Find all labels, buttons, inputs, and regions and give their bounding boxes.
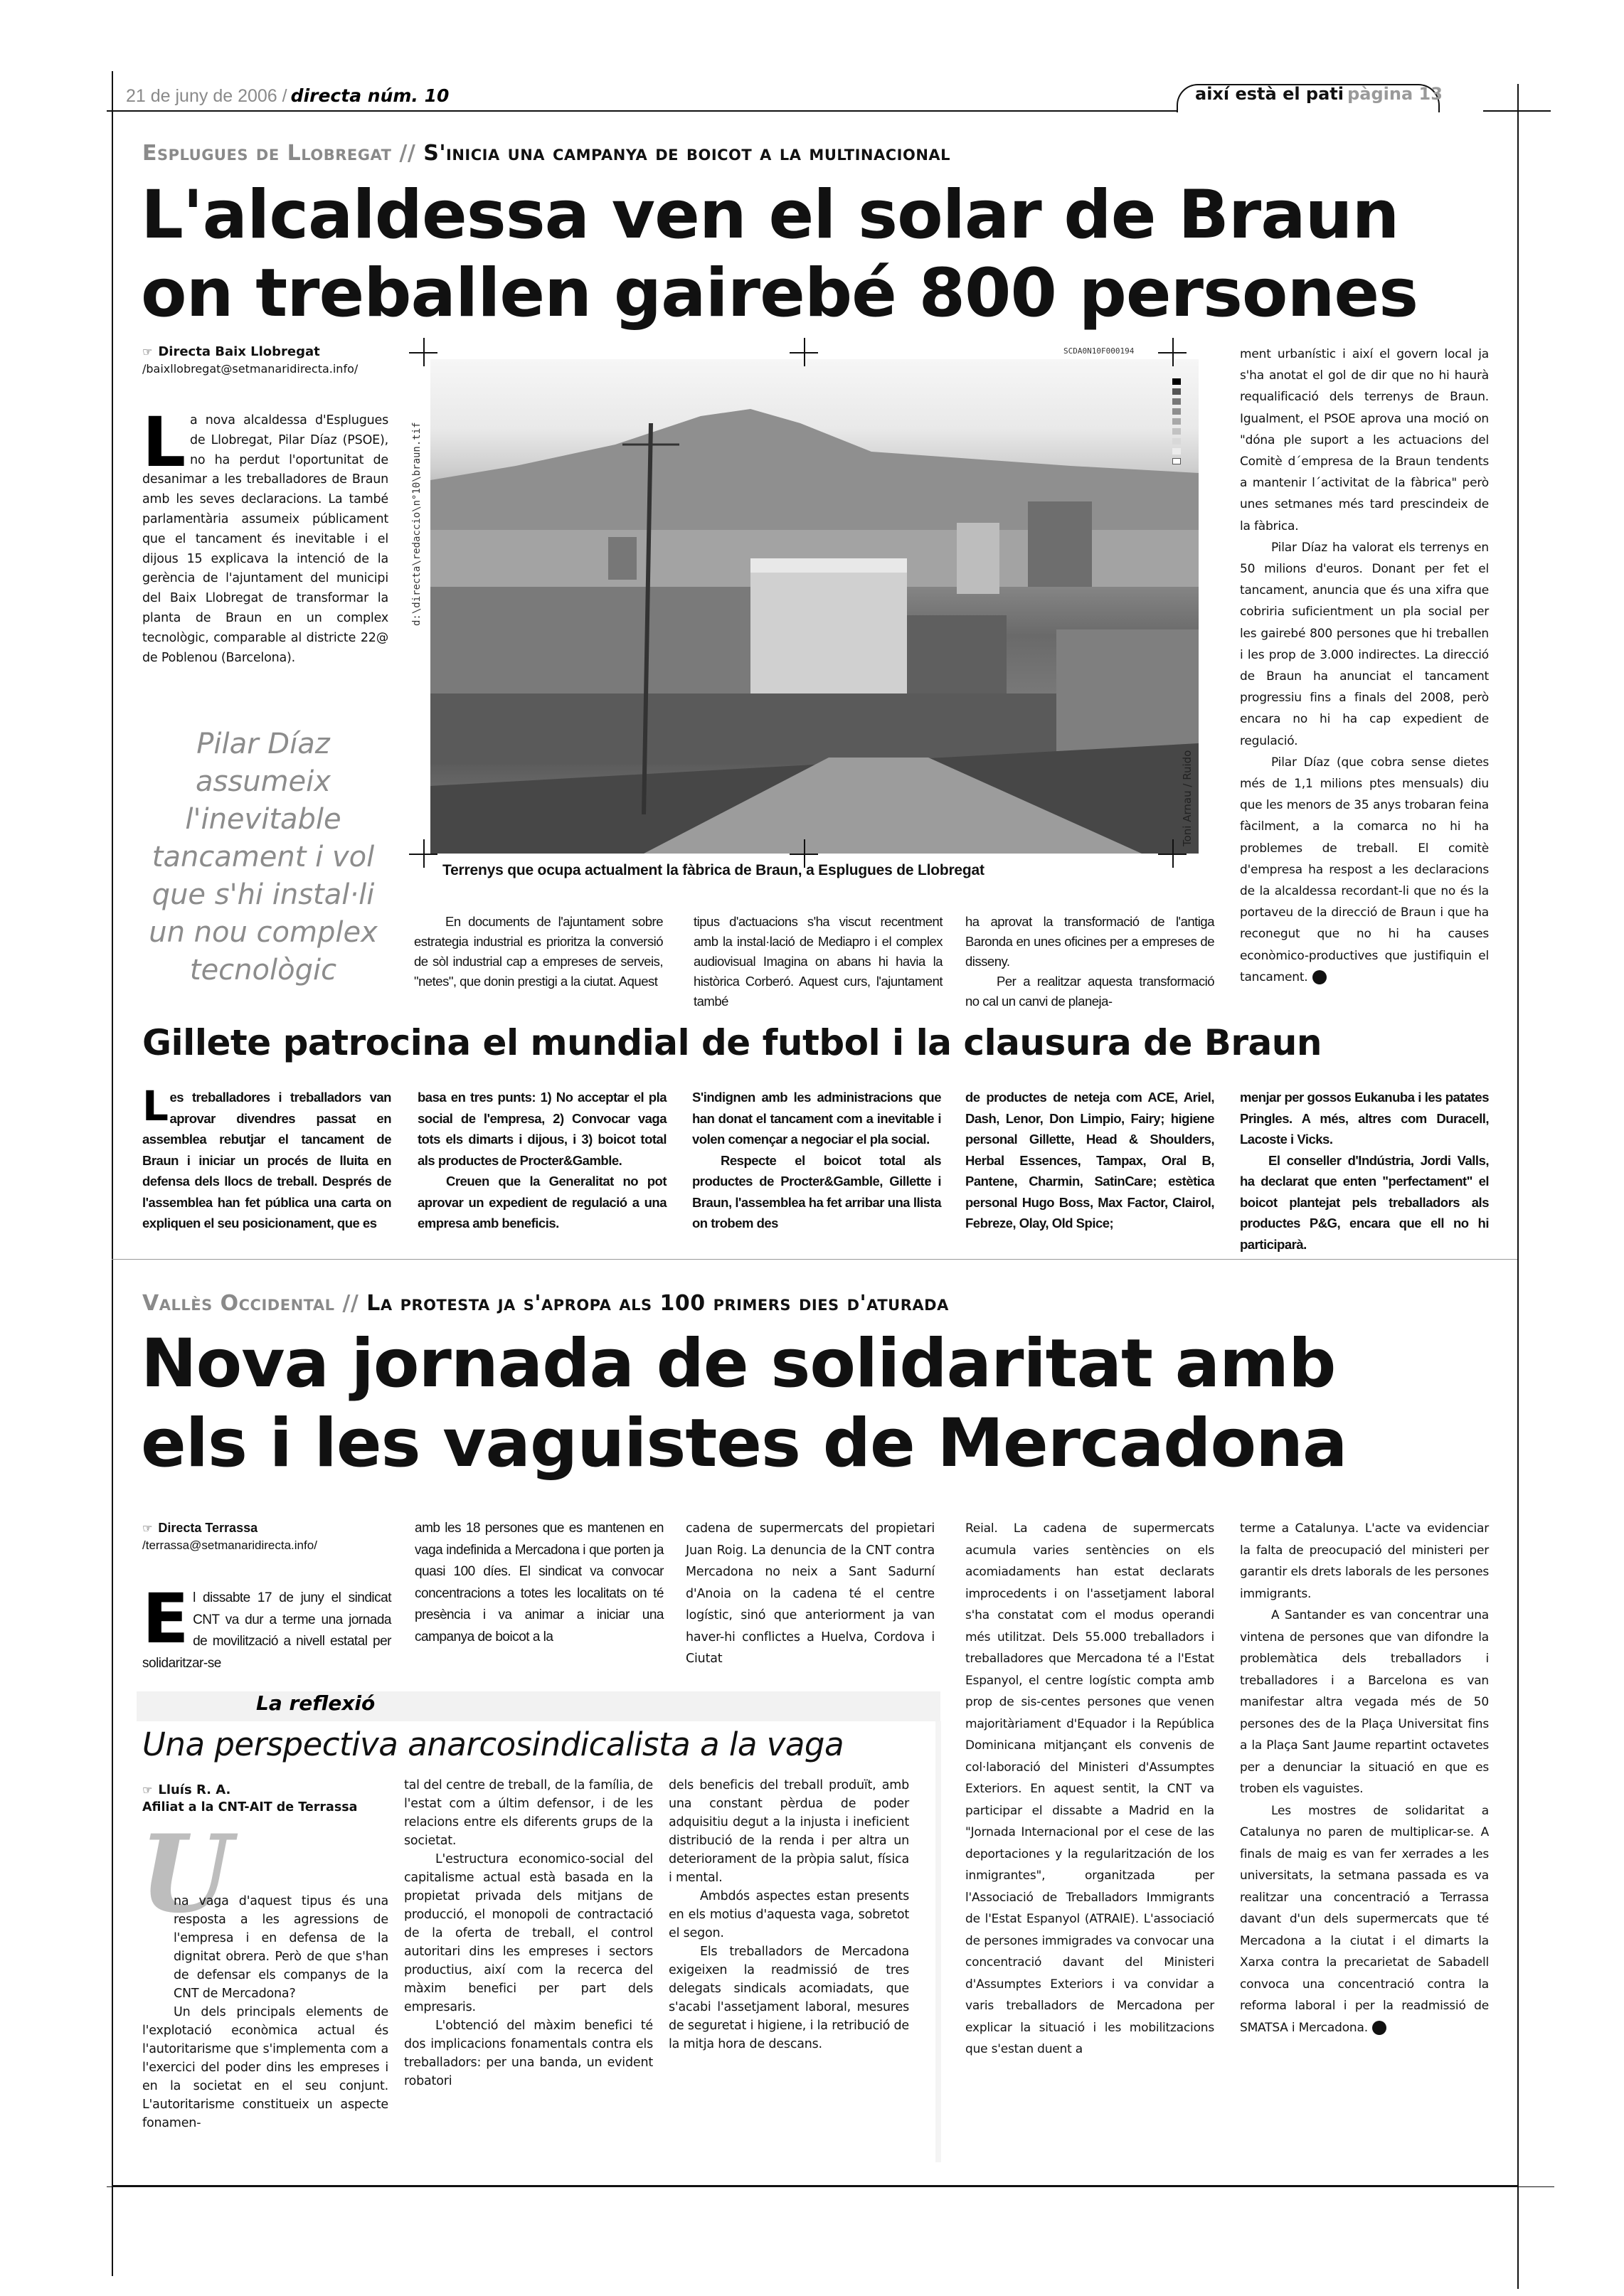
right-margin-rule bbox=[1517, 84, 1519, 2289]
headline-line-1: Nova jornada de solidaritat amb bbox=[141, 1325, 1336, 1403]
opinion-dropcap: U bbox=[139, 1812, 233, 1937]
directa-end-mark-icon: d bbox=[1372, 2021, 1386, 2035]
sidebar-column-4: de productes de neteja com ACE, Ariel, Dash, Lenor, Don Limpio, Fairy; higiene personal Gillette, Head & Shoulders, Herbal Essences, Tampax, Oral B, Pantene, Charmin, SatinCare; estètica personal Hugo Boss, Max Factor, Clairol, Febreze, Olay, Old Spice; bbox=[965, 1090, 1214, 1231]
article1-headline bbox=[141, 176, 1418, 333]
byline-author: Lluís R. A. bbox=[158, 1782, 231, 1797]
photo-code: SCDA0N10F000194 bbox=[1063, 346, 1135, 356]
factory-photo bbox=[430, 359, 1199, 854]
byline-author: Directa Terrassa bbox=[158, 1521, 258, 1535]
opinion-byline bbox=[142, 1782, 391, 1814]
sidebar-column-3: S'indignen amb les administracions que han donat el tancament com a inevitable i volen començar a negociar el pla social. Respecte el boicot total als productes de Procter&Gamble, Gillette i Braun, l'assemblea ha fet arribar una llista on trobem des bbox=[692, 1090, 941, 1231]
article2-column-4: Reial. La cadena de supermercats acumula varies sentències on els acomiadaments han estat declarats improcedents i on l'assetjament laboral s'ha constatat com el modus operandi més utilitzat. Dels 55.000 treballadors i treballadores que Mercadona té a l'Estat Espanyol, el centre logístic compta amb prop de sis-centes persones que venen majoritàriament d'Equador i la República Dominicana mitjançant els convenis de col·laboració del Ministeri d'Assumptes Exteriors. En aquest sentit, la CNT va participar el dissabte a Madrid en la "Jornada Internacional por el cese de las deportaciones y la regularitzación de los inmigrantes", organitzada per l'Associació de Treballadors Immigrants de l'Estat Espanyol (ATRAIE). L'associació de persones immigrades va convocar una concentració davant del Ministeri d'Assumptes Exteriors i va convidar a varis treballadors de Mercadona per explicar la situació i les mobilitzacions que s'estan duent a bbox=[965, 1521, 1214, 2056]
opinion-label: La reflexió bbox=[256, 1691, 376, 1715]
article2-column-2: amb les 18 persones que es mantenen en vaga indefinida a Mercadona i que porten ja quasi 100 díes. El sindicat va convocar concentracions a totes les localitats on té presència i va animar a iniciar una campanya de boicot a la bbox=[415, 1521, 664, 1644]
article1-column-2: En documents de l'ajuntament sobre estrategia industrial es prioritza la conversió de sòl industrial cap a empreses de serveis, "netes", que donin prestigi a la ciutat. Aquest bbox=[414, 914, 663, 989]
sidebar-column-1: L es treballadores i treballadors van aprovar divendres passat en assemblea rebutjar el tancament de Braun i iniciar un procés de lluita en defensa dels llocs de treball. Després de l'assemblea han fet pública una carta on expliquen el seu posicionament, que es bbox=[142, 1082, 391, 1231]
article1-byline bbox=[142, 344, 391, 376]
article2-column-1: E l dissabte 17 de juny el sindicat CNT va dur a terme una jornada de movilització a nivell estatal per solidaritzar-se bbox=[142, 1579, 391, 1671]
sidebar-column-2: basa en tres punts: 1) No acceptar el pla social de l'empresa, 2) Convocar vaga tots els dimarts i dijous, i 3) boicot total als productes de Procter&Gamble. Creuen que la Generalitat no pot aprovar un expedient de regulació a una empresa amb beneficis. bbox=[418, 1090, 667, 1231]
dropcap: E bbox=[142, 1579, 189, 1659]
headline-line-2: on treballen gairebé 800 persones bbox=[141, 255, 1418, 332]
directa-end-mark-icon: d bbox=[1312, 970, 1327, 984]
article2-kicker bbox=[142, 1291, 949, 1316]
issue-date: 21 de juny de 2006 / bbox=[126, 86, 287, 106]
pointing-hand-icon: ☞ bbox=[142, 1783, 153, 1797]
page-header-left bbox=[126, 85, 449, 107]
article1-lead-column bbox=[142, 403, 388, 668]
byline-role: Afiliat a la CNT-AIT de Terrassa bbox=[142, 1800, 358, 1814]
page-header-right bbox=[1195, 84, 1443, 104]
article1-kicker bbox=[142, 141, 950, 166]
section-separator-rule bbox=[112, 1259, 1517, 1260]
opinion-title: Una perspectiva anarcosindicalista a la vaga bbox=[142, 1726, 844, 1763]
opinion-column-2: tal del centre de treball, de la família, de l'estat com a últim defensor, i de les relacions entre els diferents grups de la societat. L'estructura economico-social del capitalisme actual està basada en la propietat privada dels mitjans de producció, el monopoli de contractació de la oferta de treball, el control autoritari dins les empreses i sectors productius, així com la recerca del màxim benefici per part dels empresaris. L'obtenció del màxim benefici té dos implicacions fonamentals contra els treballadors: per una banda, un evident robatori bbox=[404, 1778, 653, 2088]
article1-right-column: ment urbanístic i així el govern local ja s'ha anotat el gol de dir que no hi haurà requalificació dels terrenys de Braun. Igualment, el PSOE aprova una moció on "dóna ple suport a les actuacions del Comitè d´empresa de la Braun tendents a mantenir l´activitat de la fàbrica" però unes setmanes més tard prescindeix de la fàbrica. Pilar Díaz ha valorat els terrenys en 50 milions d'euros. Donant per fet el tancament, anuncia que és una xifra que cobriria suficientment un pla social per les gairebé 800 persones que hi treballen i les prop de 3.000 indirectes. La direcció de Braun ha anunciat el tancament progressiu fins a finals del 2008, però encara no hi ha cap expedient de regulació. Pilar Díaz (que cobra sense dietes més de 1,1 milions ptes mensuals) diu que les menors de 35 anys trobaran feina fàcilment, a la comarca no hi ha problemes de treball. El comitè d'empresa ha respost a les declaracions de la alcaldessa recordant-li que no és la portaveu de la direcció de Braun i que ha reconegut que no hi ha causes econòmico-productives que justifiquin el tancament. d bbox=[1240, 347, 1489, 984]
header-rule-right bbox=[1483, 110, 1551, 112]
sidebar-headline: Gillete patrocina el mundial de futbol i la clausura de Braun bbox=[142, 1022, 1322, 1063]
page-number: pàgina 13 bbox=[1347, 84, 1443, 104]
article2-column-5: terme a Catalunya. L'acte va evidenciar la falta de preocupació del ministeri per garantir els drets laborals de les persones immigrants. A Santander es van concentrar una vintena de persones que van difondre la problemàtica dels treballadors i treballadores i a Barcelona es van manifestar altra vegada més de 50 persones des de la Plaça Universitat fins a la Plaça Sant Jaume repartint octavetes per a denunciar la situació en que es troben els vaguistes. Les mostres de solidaritat a Catalunya no paren de multiplicar-se. A finals de maig es van fer xerrades a les universitats, la setmana passada es va realitzar una concentració a Terrassa davant d'un dels supermercats que té Mercadona a la ciutat i el dimarts la Xarxa contra la precarietat de Sabadell convoca una concentració contra la reforma laboral i per la readmissió de SMATSA i Mercadona. d bbox=[1240, 1521, 1489, 2035]
kicker-place: Vallès Occidental // bbox=[142, 1291, 359, 1316]
lead-paragraph: a nova alcaldessa d'Esplugues de Llobregat, Pilar Díaz (PSOE), no ha perdut l'oportunitat de desanimar a les treballadores de Braun amb les seves declaracions. La també parlamentària assumeix públicament que el tancament és inevitable i el dijous 15 explicava la intenció de la gerència de l'ajuntament del municipi del Baix Llobregat de transformar la planta de Braun en un complex tecnològic, comparable al districte 22@ de Poblenou (Barcelona). bbox=[142, 413, 388, 665]
photo-scene-illustration bbox=[430, 359, 1199, 854]
opinion-right-shade bbox=[935, 1721, 941, 2162]
article2-byline bbox=[142, 1521, 391, 1553]
opinion-column-3: dels beneficis del treball produït, amb una constant pèrdua de poder adquisitiu degut a la injusta i ineficient distribució de la renda i per altra un deteriorament de la pròpia salut, física i mental. Ambdós aspectes estan presents en els motius d'aquesta vaga, sobretot el segon. Els treballadors de Mercadona exigeixen la readmissió de tres delegats sindicals acomiadats, que s'acabi l'assetjament laboral, mesures de seguretat i higiene, i la retribució de la mitja hora de descans. bbox=[669, 1778, 909, 2051]
opinion-column-1: na vaga d'aquest tipus és una resposta a les agressions de l'empresa i en defensa de la dignitat obrera. Però de que s'han de defensar els companys de la CNT de Mercadona? Un dels principals elements de l'explotació econòmica actual és l'autoritarisme que s'implementa com a l'exercici del poder dins les empreses i en la societat en el seu conjunt. L'autoritarisme constitueix un aspecte fonamen- bbox=[142, 1894, 388, 2130]
article2-headline bbox=[141, 1324, 1347, 1484]
photo-caption: Terrenys que ocupa actualment la fàbrica de Braun, a Esplugues de Llobregat bbox=[442, 862, 985, 878]
dropcap: L bbox=[142, 1082, 169, 1130]
kicker-topic: La protesta ja s'apropa als 100 primers dies d'aturada bbox=[366, 1291, 949, 1316]
grayscale-calibration-strip bbox=[1172, 378, 1181, 464]
section-name: així està el pati bbox=[1195, 84, 1344, 104]
byline-email[interactable]: /baixllobregat@setmanaridirecta.info/ bbox=[142, 362, 359, 376]
byline-email[interactable]: /terrassa@setmanaridirecta.info/ bbox=[142, 1538, 317, 1552]
kicker-place: Esplugues de Llobregat // bbox=[142, 141, 416, 166]
header-rule-left bbox=[107, 110, 1181, 112]
headline-line-1: L'alcaldessa ven el solar de Braun bbox=[141, 176, 1399, 254]
byline-author: Directa Baix Llobregat bbox=[158, 344, 320, 359]
pullquote: Pilar Díaz assumeix l'inevitable tancament i vol que s'hi instal·li un nou complex tecnològic bbox=[149, 728, 378, 987]
photo-credit: Toni Arnau / Ruido bbox=[1181, 750, 1194, 846]
article2-column-3: cadena de supermercats del propietari Juan Roig. La denuncia de la CNT contra Mercadona no neix a Sant Sadurní d'Anoia on la cadena té el centre logístic, sinó que anteriorment ja van haver-hi conflictes a Huelva, Cordova i Ciutat bbox=[686, 1521, 935, 1666]
pointing-hand-icon: ☞ bbox=[142, 345, 153, 358]
article1-column-4: ha aprovat la transformació de l'antiga Baronda en unes oficines per a empreses de disseny. Per a realitzar aquesta transformació no cal un canvi de planeja- bbox=[965, 914, 1214, 1009]
left-margin-rule bbox=[112, 71, 113, 2276]
issue-number: directa núm. 10 bbox=[290, 85, 450, 106]
pointing-hand-icon: ☞ bbox=[142, 1521, 153, 1535]
photo-file-label: d:\directa\redaccio\n°10\braun.tif bbox=[411, 422, 423, 626]
footer-rule-ext bbox=[107, 2186, 1554, 2187]
kicker-topic: S'inicia una campanya de boicot a la multinacional bbox=[423, 141, 951, 166]
headline-line-2: els i les vaguistes de Mercadona bbox=[141, 1405, 1347, 1482]
article1-column-3: tipus d'actuacions s'ha viscut recentment amb la instal·lació de Mediapro i el complex audiovisual Imagina on abans hi havia la històrica Corberó. Aquest curs, l'ajuntament també bbox=[694, 914, 943, 1009]
dropcap: L bbox=[142, 403, 186, 482]
sidebar-column-5: menjar per gossos Eukanuba i les patates Pringles. A més, altres com Duracell, Lacoste i Vicks. El conseller d'Indústria, Jordi Valls, ha declarat que enten "perfectament" el boicot plantejat pels treballadors als productes P&G, encara que ell no hi participarà. bbox=[1240, 1090, 1489, 1252]
